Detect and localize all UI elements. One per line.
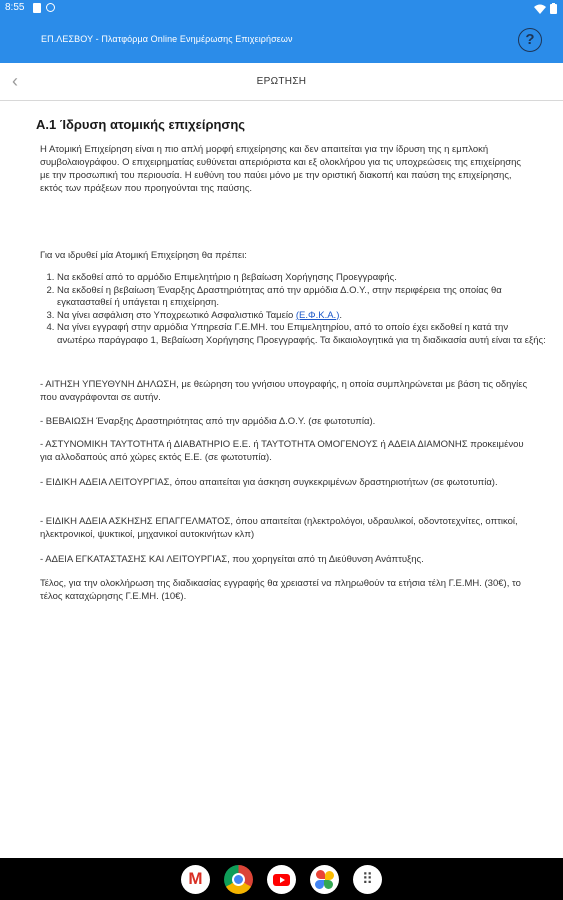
document-item: - ΑΙΤΗΣΗ ΥΠΕΥΘΥΝΗ ΔΗΛΩΣΗ, με θεώρηση του γνήσιου υπογραφής, η οποία συμπληρώνεται με βάση τις οδηγίες που αναγράφονται σε αυτήν. bbox=[40, 379, 528, 403]
app-bar bbox=[0, 17, 563, 63]
status-icons-left bbox=[33, 3, 55, 13]
system-dock bbox=[0, 858, 563, 900]
list-intro: Για να ιδρυθεί μία Ατομική Επιχείρηση θα πρέπει: bbox=[40, 250, 247, 261]
list-item bbox=[57, 310, 547, 323]
document-item: - ΑΔΕΙΑ ΕΓΚΑΤΑΣΤΑΣΗΣ ΚΑΙ ΛΕΙΤΟΥΡΓΙΑΣ, που χορηγείται από τη Διεύθυνση Ανάπτυξης. bbox=[40, 554, 424, 565]
document-item: - ΒΕΒΑΙΩΣΗ Έναρξης Δραστηριότητας από την αρμόδια Δ.Ο.Υ. (σε φωτοτυπία). bbox=[40, 416, 376, 427]
document-item: - ΕΙΔΙΚΗ ΑΔΕΙΑ ΛΕΙΤΟΥΡΓΙΑΣ, όπου απαιτείται για άσκηση συγκεκριμένων δραστηριοτήτων (σε φωτοτυπία). bbox=[40, 477, 498, 488]
steps-list bbox=[40, 272, 547, 347]
help-icon[interactable]: ? bbox=[518, 28, 542, 52]
status-icons-right bbox=[534, 3, 557, 14]
document-item: - ΕΙΔΙΚΗ ΑΔΕΙΑ ΑΣΚΗΣΗΣ ΕΠΑΓΓΕΛΜΑΤΟΣ, όπου απαιτείται (ηλεκτρολόγοι, υδραυλικοί, οδοντοτεχνίτες, οπτικοί, ηλεκτρονικοί, ψυκτικοί, μηχανικοί αυτοκινήτων κλπ) bbox=[40, 516, 518, 540]
list-item: 2. Να εκδοθεί η βεβαίωση Έναρξης Δραστηριότητας από την αρμόδια Δ.Ο.Υ., στην περιφέρεια της οποίας θα εγκατασταθεί ή υπάγεται η επιχείρηση. bbox=[57, 285, 547, 310]
battery-icon bbox=[550, 3, 557, 14]
page-title: ΕΡΩΤΗΣΗ bbox=[256, 76, 307, 87]
step-end: . bbox=[339, 309, 343, 321]
app-drawer-icon[interactable] bbox=[353, 865, 382, 894]
status-bar bbox=[0, 0, 563, 17]
sim-icon bbox=[33, 3, 41, 13]
youtube-icon[interactable] bbox=[267, 865, 296, 894]
question-heading: A.1 Ίδρυση ατομικής επιχείρησης bbox=[36, 117, 246, 132]
list-item: 1. Να εκδοθεί από το αρμόδιο Επιμελητήριο η βεβαίωση Χορήγησης Προεγγραφής. bbox=[57, 272, 547, 285]
back-arrow-icon[interactable]: ‹ bbox=[12, 71, 18, 91]
status-time: 8:55 bbox=[5, 2, 25, 13]
app-title: ΕΠ.ΛΕΣΒΟΥ - Πλατφόρμα Online Ενημέρωσης Επιχειρήσεων bbox=[41, 34, 293, 44]
step-text: Να γίνει ασφάλιση στο Υποχρεωτικό Ασφαλιστικό Ταμείο bbox=[57, 309, 294, 321]
document-item: - ΑΣΤΥΝΟΜΙΚΗ ΤΑΥΤΟΤΗΤΑ ή ΔΙΑΒΑΤΗΡΙΟ Ε.Ε. ή ΤΑΥΤΟΤΗΤΑ ΟΜΟΓΕΝΟΥΣ ή ΑΔΕΙΑ ΔΙΑΜΟΝΗΣ προκειμένου για αλλοδαπούς από χώρες εκτός Ε.Ε. (σε φωτοτυπία). bbox=[40, 439, 524, 463]
chrome-icon[interactable] bbox=[224, 865, 253, 894]
photos-icon[interactable] bbox=[310, 865, 339, 894]
closing-paragraph: Τέλος, για την ολοκλήρωση της διαδικασίας εγγραφής θα χρειαστεί να πληρωθούν τα ετήσια τέλη Γ.Ε.ΜΗ. (30€), το τέλος καταχώρησης Γ.Ε.ΜΗ. (10€). bbox=[40, 578, 521, 602]
sync-icon bbox=[46, 3, 55, 12]
gmail-icon[interactable] bbox=[181, 865, 210, 894]
efka-link[interactable]: (Ε.Φ.Κ.Α.) bbox=[295, 309, 340, 321]
page-header bbox=[0, 63, 563, 101]
intro-paragraph: Η Ατομική Επιχείρηση είναι η πιο απλή μορφή επιχείρησης και δεν απαιτείται για την ίδρυση της η εμπλοκή συμβολαιογράφου. Ο επιχειρηματίας ευθύνεται απεριόριστα και εξ ολοκλήρου για τις υποχρεώσεις της επιχείρησης με την προσωπική του περιουσία. Η ευθύνη του παύει μόνο με την οριστική διακοπή και παύση της επιχείρησης, εκτός των πράξεων που προηγούνται της παύσης. bbox=[40, 144, 521, 194]
list-item: 4. Να γίνει εγγραφή στην αρμόδια Υπηρεσία Γ.Ε.ΜΗ. του Επιμελητηρίου, από το οποίο έχει εκδοθεί η κατά την ανωτέρω παράγραφο 1, Βεβαίωση Χορήγησης Προεγγραφής. Τα δικαιολογητικά για τη διαδικασία αυτή είναι τα εξής: bbox=[57, 322, 547, 347]
wifi-icon bbox=[534, 4, 546, 14]
